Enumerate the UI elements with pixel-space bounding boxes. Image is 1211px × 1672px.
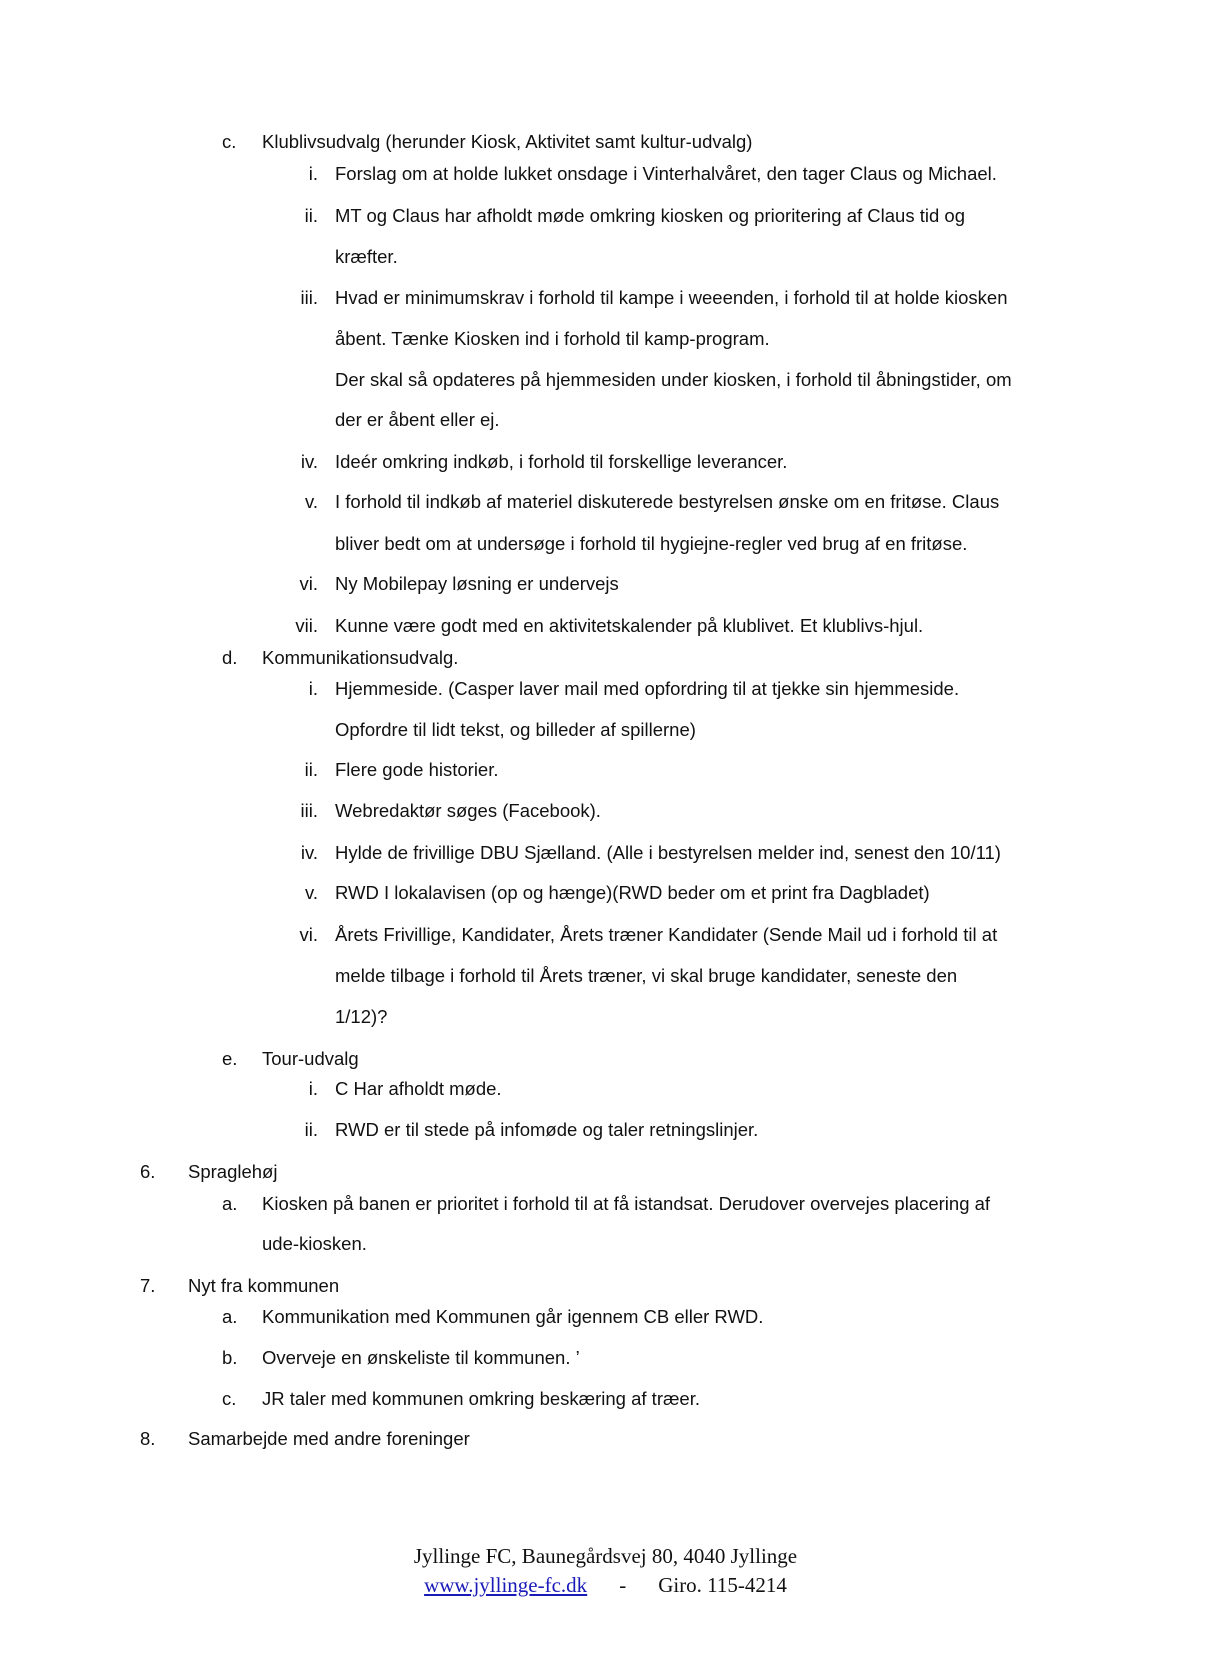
- list-label: d.: [222, 647, 238, 668]
- list-label: 7.: [140, 1275, 156, 1296]
- list-label: iii.: [300, 287, 318, 308]
- list-label: a.: [222, 1306, 238, 1327]
- list-label: e.: [222, 1048, 238, 1069]
- list-text: Nyt fra kommunen: [188, 1275, 340, 1296]
- list-text: Samarbejde med andre foreninger: [188, 1428, 470, 1449]
- list-label: b.: [222, 1347, 238, 1368]
- list-text: RWD I lokalavisen (op og hænge)(RWD beder om et print fra Dagbladet): [335, 882, 930, 903]
- list-text: JR taler med kommunen omkring beskæring af træer.: [262, 1388, 701, 1409]
- list-text: kræfter.: [335, 246, 398, 267]
- list-label: 8.: [140, 1428, 156, 1449]
- list-text: I forhold til indkøb af materiel diskuterede bestyrelsen ønske om en fritøse. Claus: [335, 491, 1000, 512]
- list-label: c.: [222, 131, 237, 152]
- list-text: Der skal så opdateres på hjemmesiden under kiosken, i forhold til åbningstider, om: [335, 369, 1012, 390]
- list-label: vi.: [299, 573, 318, 594]
- list-label: c.: [222, 1388, 237, 1409]
- list-text: Kunne være godt med en aktivitetskalender på klublivet. Et klublivs-hjul.: [335, 615, 924, 636]
- list-text: Årets Frivillige, Kandidater, Årets træner Kandidater (Sende Mail ud i forhold til at: [335, 924, 998, 945]
- list-text: Klublivsudvalg (herunder Kiosk, Aktivitet samt kultur-udvalg): [262, 131, 753, 152]
- list-text: 1/12)?: [335, 1006, 388, 1027]
- list-text: Spraglehøj: [188, 1161, 278, 1182]
- list-label: v.: [304, 491, 318, 512]
- list-text: åbent. Tænke Kiosken ind i forhold til kamp-program.: [335, 328, 770, 349]
- list-text: der er åbent eller ej.: [335, 409, 500, 430]
- list-label: vii.: [295, 615, 318, 636]
- list-text: Hvad er minimumskrav i forhold til kampe i weeenden, i forhold til at holde kiosken: [335, 287, 1008, 308]
- list-text: Flere gode historier.: [335, 759, 499, 780]
- list-label: i.: [308, 163, 318, 184]
- list-text: Kommunikation med Kommunen går igennem CB eller RWD.: [262, 1306, 764, 1327]
- footer-contact: [0, 1571, 1211, 1599]
- website-link[interactable]: www.jyllinge-fc.dk: [424, 1573, 588, 1597]
- list-label: v.: [304, 882, 318, 903]
- list-text: Forslag om at holde lukket onsdage i Vinterhalvåret, den tager Claus og Michael.: [335, 163, 997, 184]
- list-text: Webredaktør søges (Facebook).: [335, 800, 601, 821]
- list-text: bliver bedt om at undersøge i forhold til hygiejne-regler ved brug af en fritøse.: [335, 533, 968, 554]
- list-text: Ideér omkring indkøb, i forhold til forskellige leverancer.: [335, 451, 788, 472]
- list-text: melde tilbage i forhold til Årets træner, vi skal bruge kandidater, seneste den: [335, 965, 958, 986]
- list-text: Opfordre til lidt tekst, og billeder af spillerne): [335, 719, 696, 740]
- list-text: Ny Mobilepay løsning er undervejs: [335, 573, 619, 594]
- list-label: vi.: [299, 924, 318, 945]
- list-text: Kiosken på banen er prioritet i forhold til at få istandsat. Derudover overvejes placering af: [262, 1193, 991, 1214]
- list-text: Hjemmeside. (Casper laver mail med opfordring til at tjekke sin hjemmeside.: [335, 678, 960, 699]
- list-label: ii.: [304, 759, 318, 780]
- list-label: iii.: [300, 800, 318, 821]
- list-label: ii.: [304, 1119, 318, 1140]
- footer-address: Jyllinge FC, Baunegårdsvej 80, 4040 Jyllinge: [413, 1544, 798, 1568]
- list-label: a.: [222, 1193, 238, 1214]
- list-text: Overveje en ønskeliste til kommunen. ’: [262, 1347, 580, 1368]
- list-label: iv.: [300, 451, 318, 472]
- list-text: ude-kiosken.: [262, 1233, 367, 1254]
- giro-number: Giro. 115-4214: [658, 1573, 787, 1597]
- list-text: Kommunikationsudvalg.: [262, 647, 459, 668]
- list-text: MT og Claus har afholdt møde omkring kiosken og prioritering af Claus tid og: [335, 205, 965, 226]
- footer-separator: -: [619, 1573, 627, 1597]
- list-text: Tour-udvalg: [262, 1048, 359, 1069]
- list-label: ii.: [304, 205, 318, 226]
- list-text: RWD er til stede på infomøde og taler retningslinjer.: [335, 1119, 759, 1140]
- list-label: i.: [308, 678, 318, 699]
- list-label: 6.: [140, 1161, 156, 1182]
- list-label: iv.: [300, 842, 318, 863]
- list-text: C Har afholdt møde.: [335, 1078, 502, 1099]
- list-text: Hylde de frivillige DBU Sjælland. (Alle i bestyrelsen melder ind, senest den 10/11): [335, 842, 1001, 863]
- list-label: i.: [308, 1078, 318, 1099]
